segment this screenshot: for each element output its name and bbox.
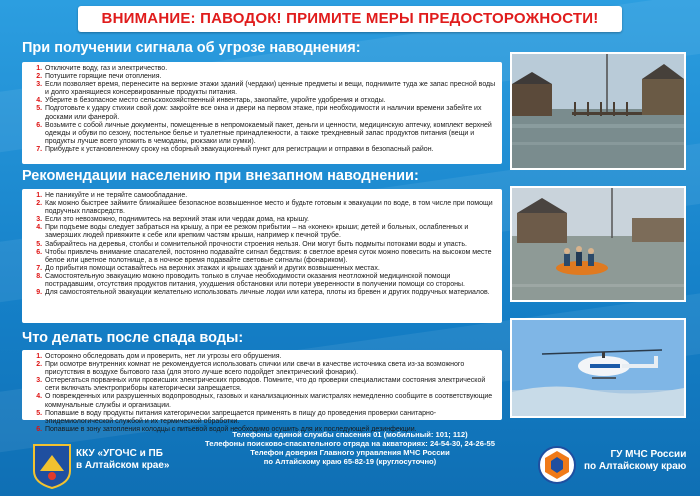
phone-line: по Алтайскому краю 65-82-19 (круглосуточно) — [263, 457, 437, 466]
rescue-boat-image — [512, 188, 684, 300]
instructions-list — [22, 62, 502, 157]
list-item: 6. Попавшие в зону затопления колодцы с питьевой водой необходимо осушить для их последующей дезинфекции. — [44, 426, 498, 434]
flooded-village-photo — [510, 52, 686, 170]
phone-line: Телефоны поисково-спасательного отряда на акваториях: 24-54-30, 24-26-55 — [205, 439, 495, 448]
list-item: 6. Чтобы привлечь внимание спасателей, постоянно подавайте сигнал бедствия: в светлое время суток можно повесить на высоком месте белое или цветное полотнище, а в ночное время подавайте световые сигналы (фонариком). — [44, 249, 498, 265]
left-org-line: ККУ «УГОЧС и ПБ — [76, 448, 163, 459]
warning-banner — [78, 6, 622, 32]
left-org-line: в Алтайском крае» — [76, 460, 170, 471]
phone-line: Телефоны единой службы спасения 01 (мобильный: 101; 112) — [232, 430, 468, 439]
list-item: 4. При подъеме воды следует забраться на крышу, а при ее резком прибытии – на «конек» крыши; детей и больных, ослабленных и замерзших людей привяжите к себе или крепким частям крыши, например к печной трубе. — [44, 224, 498, 240]
list-item: 8. Самостоятельную эвакуацию можно проводить только в случае необходимости оказания неотложной медицинской помощи пострадавшим, отсутствия продуктов питания, ухудшения обстановки или потери уверенности в получении помощи со стороны. — [44, 273, 498, 289]
list-item: 3. Остерегаться порванных или провисших электрических проводов. Помните, что до проверки специалистами состояния электрической сети включать электроприборы категорически запрещается. — [44, 377, 498, 393]
section-title-signal: При получении сигнала об угрозе наводнения: — [22, 40, 361, 56]
section-panel-signal — [22, 62, 502, 164]
phone-numbers — [170, 430, 530, 466]
list-item: 3. Если это невозможно, поднимитесь на верхний этаж или чердак дома, на крышу. — [44, 216, 498, 224]
list-item: 2. Потушите горящие печи отопления. — [44, 73, 498, 81]
phone-line: Телефон доверия Главного управления МЧС России — [250, 448, 450, 457]
banner-title: ВНИМАНИЕ: ПАВОДОК! ПРИМИТЕ МЕРЫ ПРЕДОСТОРОЖНОСТИ! — [101, 10, 599, 27]
left-organization — [76, 448, 170, 472]
list-item: 2. При осмотре внутренних комнат не рекомендуется использовать спички или свечи в качестве источника света из-за возможного присутствия в воздухе бытового газа (для этого лучше всего подойдет электрический фонарик). — [44, 361, 498, 377]
section-panel-after — [22, 350, 502, 433]
list-item: 7. До прибытия помощи оставайтесь на верхних этажах и крышах зданий и других возвышенных местах. — [44, 265, 498, 273]
instructions-list — [22, 350, 502, 437]
section-title-after: Что делать после спада воды: — [22, 330, 244, 346]
rescue-boat-photo — [510, 186, 686, 302]
helicopter-photo — [510, 318, 686, 418]
list-item: 1. Не паникуйте и не теряйте самообладание. — [44, 192, 498, 200]
list-item: 3. Если позволяет время, перенесите на верхние этажи зданий (чердаки) ценные предметы и вещи, поднимите туда же запас пресной воды и долго хранящиеся консервированные продукты питания. — [44, 81, 498, 97]
list-item: 1. Осторожно обследовать дом и проверить, нет ли угрозы его обрушения. — [44, 353, 498, 361]
section-panel-sudden — [22, 189, 502, 323]
list-item: 1. Отключите воду, газ и электричество. — [44, 65, 498, 73]
list-item: 9. Для самостоятельной эвакуации желательно использовать личные лодки или катера, плоты из бревен и других подручных материалов. — [44, 289, 498, 297]
right-org-line: ГУ МЧС России — [610, 449, 687, 460]
list-item: 2. Как можно быстрее займите ближайшее безопасное возвышенное место и будьте готовым к эвакуации по воде, в том числе при помощи подручных плавсредств. — [44, 200, 498, 216]
list-item: 4. О поврежденных или разрушенных водопроводных, газовых и канализационных магистралях немедленно сообщите в соответствующие коммунальные службы и организации. — [44, 393, 498, 409]
list-item: 7. Прибудьте к установленному сроку на сборный эвакуационный пункт для регистрации и отправки в безопасный район. — [44, 146, 498, 154]
right-org-line: по Алтайскому краю — [584, 461, 687, 472]
list-item: 6. Возьмите с собой личные документы, помещенные в непромокаемый пакет, деньги и ценности, медицинскую аптечку, комплект верхней одежды и обуви по сезону, постельное белье и туалетные принадлежности, а также трехдневный запас продуктов питания (вещи и продукты лучше всего уложить в чемоданы, рюкзаки или сумки). — [44, 122, 498, 146]
helicopter-image — [512, 320, 684, 416]
section-title-sudden: Рекомендации населению при внезапном наводнении: — [22, 168, 419, 184]
list-item: 4. Уберите в безопасное место сельскохозяйственный инвентарь, закопайте, укройте удобрения и отходы. — [44, 97, 498, 105]
list-item: 5. Попавшие в воду продукты питания категорически запрещается применять в пищу до проведения проверки санитарно-эпидемиологической службой и их термической обработки. — [44, 410, 498, 426]
right-organization — [584, 449, 686, 473]
altai-coat-of-arms-icon — [32, 443, 72, 489]
emercom-emblem-icon — [538, 445, 576, 485]
list-item: 5. Подготовьте к удару стихии свой дом: закройте все окна и двери на первом этаже, при необходимости и наличии времени забейте их досками или фанерой. — [44, 105, 498, 121]
list-item: 5. Забирайтесь на деревья, столбы и сомнительной прочности строения нельзя. Они могут быть подмыты потоками воды и упасть. — [44, 241, 498, 249]
flooded-village-image — [512, 54, 684, 168]
instructions-list — [22, 189, 502, 300]
